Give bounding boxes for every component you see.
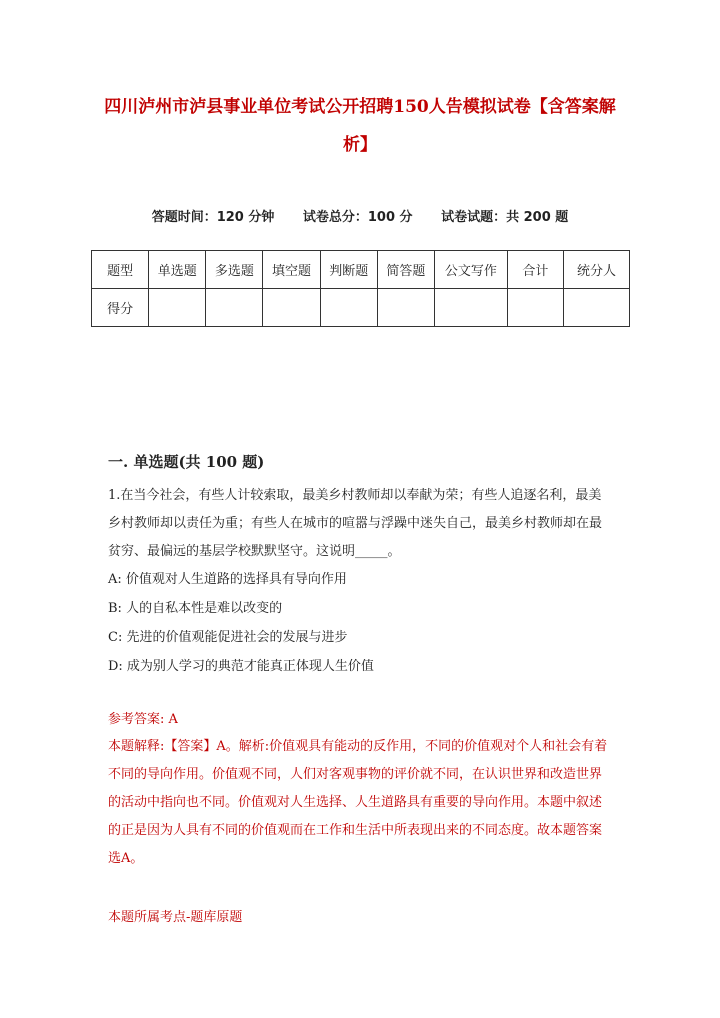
score-cell[interactable]	[320, 289, 377, 327]
score-table-header: 单选题	[149, 251, 206, 289]
score-table-header: 填空题	[263, 251, 320, 289]
score-table-score-row	[92, 289, 630, 327]
option-a: A: 价值观对人生道路的选择具有导向作用	[108, 572, 347, 587]
question-stem: 1.在当今社会，有些人计较索取，最美乡村教师却以奉献为荣；有些人追逐名利，最美乡村教师却以责任为重；有些人在城市的喧嚣与浮躁中迷失自己，最美乡村教师却在最贫穷、最偏远的基层学校默默坚守。这说明_____。	[108, 488, 603, 559]
exam-meta	[0, 206, 720, 225]
answer-explanation: 本题解释:【答案】A。解析:价值观具有能动的反作用，不同的价值观对个人和社会有着不同的导向作用。价值观不同，人们对客观事物的评价就不同，在认识世界和改造世界的活动中指向也不同。价值观对人生选择、人生道路具有重要的导向作用。本题中叙述的正是因为人具有不同的价值观而在工作和生活中所表现出来的不同态度。故本题答案选A。	[108, 739, 608, 866]
score-cell[interactable]	[563, 289, 629, 327]
score-cell[interactable]	[206, 289, 263, 327]
option-c: C: 先进的价值观能促进社会的发展与进步	[108, 630, 348, 645]
score-table-header: 多选题	[206, 251, 263, 289]
score-table-header: 统分人	[563, 251, 629, 289]
exam-question-count: 试卷试题：共 200 题	[441, 210, 569, 225]
score-cell[interactable]	[434, 289, 507, 327]
score-cell[interactable]	[149, 289, 206, 327]
score-table-header: 题型	[92, 251, 149, 289]
reference-answer: 参考答案: A	[108, 712, 178, 727]
score-cell[interactable]	[263, 289, 320, 327]
score-table-header: 合计	[507, 251, 563, 289]
question-source: 本题所属考点-题库原题	[108, 910, 243, 925]
exam-duration: 答题时间：120 分钟	[151, 210, 275, 225]
score-table-header: 判断题	[320, 251, 377, 289]
score-cell[interactable]	[377, 289, 434, 327]
score-table-header-row	[92, 251, 630, 289]
exam-total-score: 试卷总分：100 分	[302, 210, 413, 225]
option-b: B: 人的自私本性是难以改变的	[108, 601, 283, 616]
score-cell[interactable]	[507, 289, 563, 327]
option-list	[108, 565, 374, 681]
page-title: 四川泸州市泸县事业单位考试公开招聘150人告模拟试卷【含答案解析】	[104, 97, 616, 155]
score-table	[91, 250, 630, 327]
section-heading: 一. 单选题(共 100 题)	[108, 453, 265, 471]
score-row-label: 得分	[92, 289, 149, 327]
score-table-header: 公文写作	[434, 251, 507, 289]
score-table-header: 简答题	[377, 251, 434, 289]
option-d: D: 成为别人学习的典范才能真正体现人生价值	[108, 659, 374, 674]
